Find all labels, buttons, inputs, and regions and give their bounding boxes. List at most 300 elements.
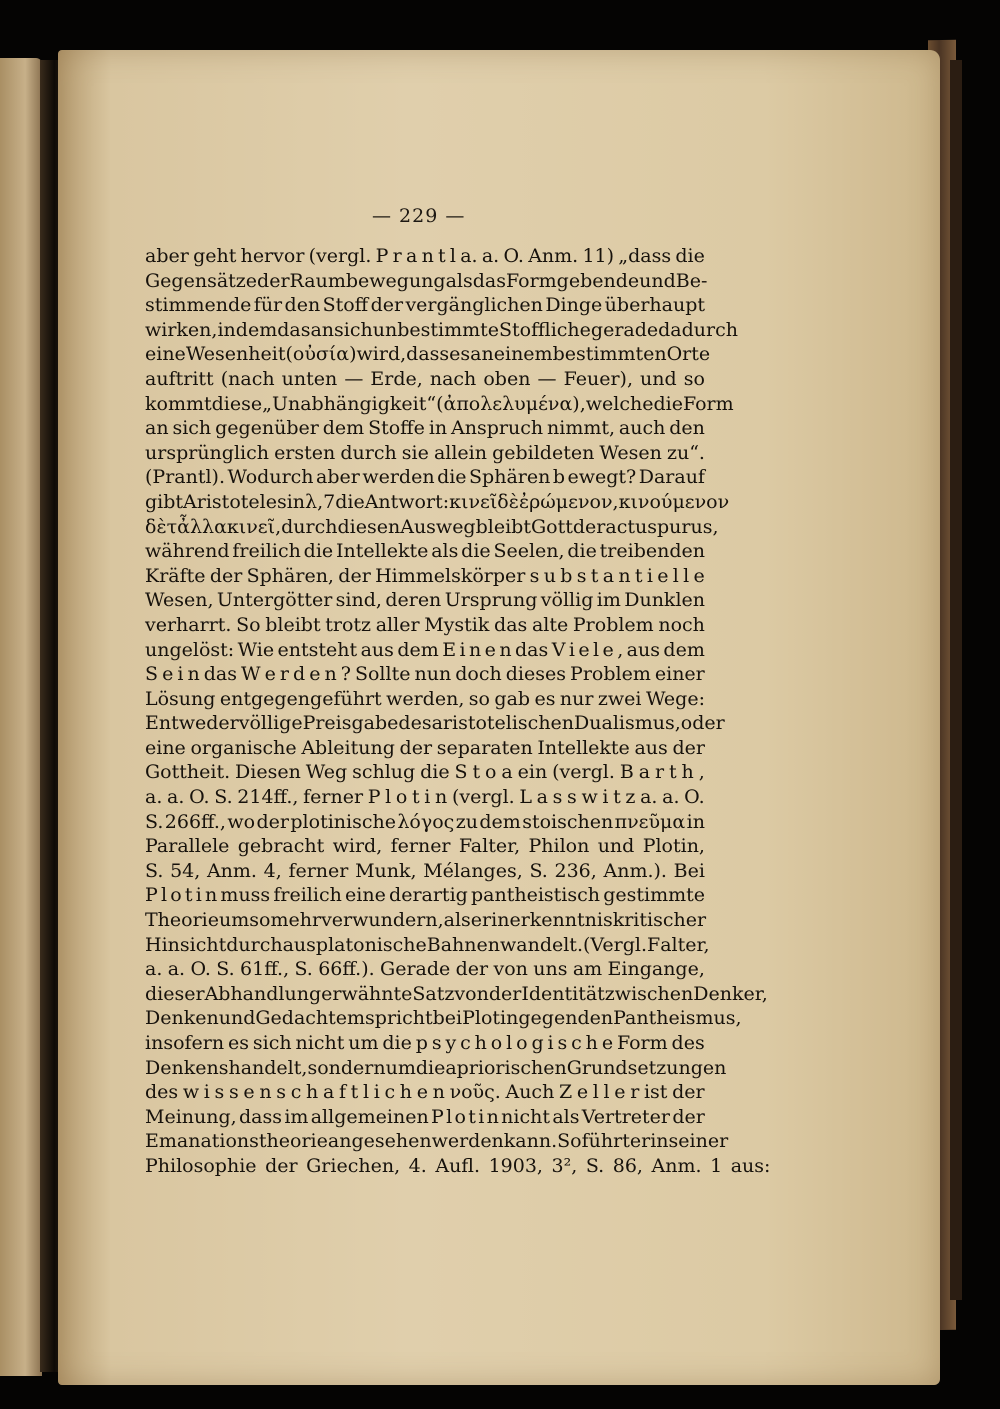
text-line — [145, 736, 705, 761]
word: S. — [294, 958, 313, 981]
word: trotz — [325, 613, 372, 636]
word: 4, — [263, 859, 282, 882]
word: 54, — [170, 859, 201, 882]
word: bleibt — [475, 515, 531, 538]
word: n — [486, 1105, 499, 1128]
word: die — [420, 761, 450, 784]
word: dem — [479, 810, 521, 833]
word: deren — [385, 589, 442, 612]
word: B — [619, 761, 634, 784]
word: Aufl. — [435, 1154, 481, 1177]
word: hervor — [240, 245, 305, 267]
word: Sphären, — [246, 564, 334, 587]
word: Pantheismus, — [613, 1007, 742, 1030]
word: führt — [581, 1130, 630, 1153]
word: einer — [654, 663, 705, 686]
word: wirken, — [145, 318, 218, 341]
word: 4. — [408, 1154, 427, 1177]
word: Meinung, — [145, 1105, 237, 1128]
word: werden — [431, 1130, 504, 1153]
word: e — [578, 638, 590, 661]
word: zu — [455, 810, 478, 833]
word: Falter, — [458, 835, 521, 858]
word: c — [616, 515, 628, 538]
word: Dinge — [545, 294, 603, 317]
word: i — [195, 884, 202, 907]
word: 7 — [323, 490, 336, 513]
word: nimmt, — [547, 417, 616, 440]
word: Preisgabe — [302, 712, 399, 735]
word: Theorie — [145, 909, 219, 932]
word: κινεῖ, — [226, 515, 282, 538]
word: 1903, — [488, 1154, 543, 1177]
word: i — [424, 786, 431, 809]
word: i — [177, 663, 184, 686]
word: n — [618, 564, 631, 587]
word: dem — [322, 417, 365, 440]
word: und — [597, 835, 635, 858]
word: S. — [214, 786, 233, 809]
word: Seelen, — [493, 540, 565, 563]
word: separaten — [436, 736, 533, 759]
text-line — [145, 244, 705, 269]
text-line — [145, 515, 719, 540]
word: 3², — [551, 1154, 578, 1177]
word: Gerade — [380, 958, 451, 981]
text-line — [145, 1105, 705, 1130]
word: u — [543, 564, 556, 587]
word: O. — [189, 786, 210, 809]
word: der — [572, 515, 606, 538]
word: a — [406, 245, 418, 267]
word: das — [472, 269, 506, 292]
word: s, — [702, 515, 719, 538]
word: Dualismus, — [574, 712, 681, 735]
word: τἆλλα — [166, 515, 227, 538]
word: r — [392, 245, 402, 267]
word: e — [309, 663, 321, 686]
word: plotinische — [290, 810, 396, 833]
word: um — [385, 1056, 416, 1079]
word: 61ff., — [240, 958, 290, 981]
word: h — [474, 1032, 487, 1054]
word: gibt — [145, 490, 184, 513]
word: Anm.). — [603, 859, 667, 882]
word: t — [668, 761, 677, 784]
word: , — [617, 638, 624, 661]
word: dieser — [145, 982, 205, 1005]
word: des — [145, 1081, 179, 1104]
word: Intellekte — [335, 540, 429, 563]
word: muss — [220, 884, 271, 907]
word: Ausweg — [400, 515, 476, 538]
word: aus — [626, 638, 660, 661]
word: entsteht — [277, 638, 358, 661]
text-line — [145, 293, 705, 318]
word: stimmende — [145, 294, 252, 317]
word: pantheistisch — [471, 884, 601, 907]
body-text — [145, 244, 771, 1179]
text-line — [145, 416, 705, 441]
word: den — [669, 417, 705, 440]
word: i — [602, 786, 609, 809]
word: Grundsetzungen — [566, 1056, 727, 1079]
word: spricht — [365, 1007, 433, 1030]
word: l — [603, 1081, 610, 1104]
text-line — [145, 367, 705, 392]
word: die — [461, 540, 491, 563]
word: i — [459, 638, 466, 661]
word: t — [634, 564, 643, 587]
word: oben — [483, 367, 531, 390]
word: apriorischen — [445, 1056, 567, 1079]
word: O. — [190, 958, 211, 981]
word: c — [460, 1032, 471, 1054]
word: l — [683, 564, 690, 587]
word: dem — [397, 638, 439, 661]
word: handelt, — [228, 1056, 308, 1079]
word: gebildeten — [492, 441, 595, 464]
word: S. — [145, 810, 164, 833]
text-line — [145, 662, 705, 687]
word: Problem — [572, 613, 654, 636]
word: Diesen — [235, 761, 301, 784]
text-line — [145, 342, 711, 367]
word: an — [310, 318, 335, 341]
word: gegenüber — [215, 417, 319, 440]
word: a. — [145, 786, 163, 809]
word: Wesen — [599, 441, 662, 464]
word: ersten — [274, 441, 336, 464]
word: h — [399, 1081, 413, 1104]
word: e — [685, 933, 697, 956]
word: So — [236, 613, 261, 636]
word: in — [686, 810, 705, 833]
word: Entweder — [145, 712, 239, 735]
word: eine — [145, 343, 186, 366]
word: Feuer), — [563, 367, 633, 390]
word: e — [614, 1081, 626, 1104]
word: „dass — [618, 245, 672, 267]
word: dieses — [505, 663, 566, 686]
word: λ, — [305, 490, 324, 513]
word: die — [415, 1056, 446, 1079]
word: als — [431, 540, 459, 563]
text-line — [145, 908, 705, 933]
word: 66ff.). — [318, 958, 375, 981]
word: verwundern, — [321, 909, 444, 932]
word: h — [681, 761, 694, 784]
word: Raumbewegung — [289, 269, 446, 292]
text-line — [145, 711, 725, 736]
word: Denkens — [145, 1056, 229, 1079]
word: Anspruch — [451, 417, 544, 440]
word: nicht — [501, 1105, 550, 1128]
word: in — [286, 490, 306, 513]
word: Philosophie — [145, 1154, 257, 1177]
word: δὲ — [145, 515, 167, 538]
word: Formgebende — [506, 269, 640, 292]
word: kann. — [503, 1130, 558, 1153]
word: a — [605, 515, 617, 538]
word: L — [519, 786, 532, 809]
word: — — [537, 367, 557, 390]
word: den — [577, 1007, 614, 1030]
word: (vergl. — [451, 786, 515, 809]
word: von — [493, 958, 528, 981]
word: O. — [684, 786, 705, 809]
word: sich — [334, 318, 373, 341]
text-line — [145, 982, 768, 1007]
word: wo — [227, 810, 256, 833]
word: der — [256, 810, 289, 833]
word: der — [488, 982, 522, 1005]
word: aus: — [730, 1154, 771, 1177]
word: Z — [558, 1081, 573, 1104]
word: u — [690, 515, 703, 538]
word: n — [204, 884, 218, 907]
word: a. — [460, 245, 478, 267]
word: insofern — [145, 1032, 225, 1054]
word: r — [630, 1081, 640, 1104]
word: werden — [362, 466, 435, 489]
word: diesen — [337, 515, 401, 538]
word: 11) — [582, 245, 615, 267]
word: s — [529, 564, 540, 587]
word: ein — [517, 761, 548, 784]
word: Himmelskörper — [375, 564, 526, 587]
word: aller — [375, 613, 420, 636]
word: völlig — [540, 589, 594, 612]
word: S. — [145, 859, 164, 882]
word: Vertreter — [581, 1105, 671, 1128]
word: unbestimmte — [372, 318, 500, 341]
word: das — [277, 318, 311, 341]
word: e — [484, 638, 496, 661]
word: c — [571, 1032, 582, 1054]
word: aber — [316, 466, 360, 489]
word: Weg — [305, 761, 348, 784]
word: ferner — [390, 835, 451, 858]
word: t — [468, 1105, 476, 1128]
word: so — [683, 367, 705, 390]
text-line — [145, 785, 705, 810]
text-line — [145, 269, 708, 294]
word: geht — [193, 245, 237, 267]
word: e — [243, 1081, 255, 1104]
word: allgemeinen — [310, 1105, 429, 1128]
word: πνεῦμα — [614, 810, 686, 833]
word: oder — [680, 712, 725, 735]
word: Darauf — [638, 466, 705, 489]
word: durch — [281, 515, 338, 538]
word: Form — [682, 392, 734, 415]
text-line — [145, 588, 705, 613]
word: a — [638, 761, 651, 784]
word: das — [203, 663, 237, 686]
word: ferner — [303, 786, 364, 809]
word: Wege: — [645, 687, 705, 710]
word: t — [590, 564, 599, 587]
text-line — [145, 1080, 705, 1105]
word: s — [276, 1081, 287, 1104]
word: h — [585, 1032, 598, 1054]
word: t — [677, 933, 686, 956]
word: an — [470, 343, 494, 366]
word: κινεῖ — [449, 490, 498, 513]
word: zu“. — [666, 441, 705, 464]
word: (οὐσία) — [285, 343, 357, 366]
word: Denken — [145, 1007, 219, 1030]
word: nur — [559, 687, 594, 710]
word: stoischen — [522, 810, 614, 833]
word: s — [214, 1081, 225, 1104]
word: ist — [643, 1081, 668, 1104]
word: Satz — [412, 982, 455, 1005]
word: t — [412, 786, 420, 809]
word: z — [625, 786, 636, 809]
word: l — [449, 245, 456, 267]
word: er — [470, 909, 492, 932]
word: durchaus — [226, 933, 316, 956]
word: n — [324, 663, 337, 686]
word: a. — [167, 786, 185, 809]
word: Orte — [666, 343, 711, 366]
word: Bahnen — [426, 933, 500, 956]
word: u — [634, 515, 648, 538]
word: das — [515, 638, 549, 661]
word: Auch — [505, 1081, 555, 1104]
word: l — [362, 1081, 370, 1104]
text-line — [145, 1056, 727, 1081]
word: für — [253, 294, 283, 317]
word: es — [228, 1032, 249, 1054]
text-line — [145, 638, 705, 663]
word: Identität — [521, 982, 605, 1005]
word: entgegengeführt — [219, 687, 382, 710]
word: Ursprung — [444, 589, 538, 612]
word: „Unabhängigkeit“ — [262, 392, 437, 415]
word: e — [416, 1081, 428, 1104]
word: a. — [640, 786, 658, 809]
word: freilich — [232, 540, 301, 563]
word: Plotin, — [642, 835, 705, 858]
word: Antwort: — [364, 490, 450, 513]
word: dem — [663, 638, 705, 661]
word: a — [501, 761, 513, 784]
word: wandelt. — [500, 933, 583, 956]
word: an — [145, 417, 169, 440]
word: e — [601, 1032, 614, 1054]
text-line — [145, 1006, 742, 1031]
word: l — [672, 564, 679, 587]
word: Plotin — [462, 1007, 519, 1030]
word: bei — [432, 1007, 463, 1030]
word: i — [373, 1081, 380, 1104]
word: Bei — [673, 859, 705, 882]
word: g — [531, 1032, 544, 1054]
word: kommt — [145, 392, 212, 415]
word: die — [675, 245, 705, 267]
text-line — [145, 539, 705, 564]
text-line — [145, 1031, 705, 1056]
word: um — [219, 909, 250, 932]
word: doch — [455, 663, 502, 686]
word: (vergl. — [552, 761, 615, 784]
word: aus — [634, 736, 668, 759]
word: o — [516, 1032, 528, 1054]
word: f — [338, 1081, 346, 1104]
word: dass — [239, 1105, 283, 1128]
word: o — [485, 761, 497, 784]
word: um — [348, 1032, 379, 1054]
word: ursprünglich — [145, 441, 269, 464]
word: auch — [618, 417, 666, 440]
word: so — [468, 687, 490, 710]
text-line — [145, 883, 705, 908]
word: auftritt — [145, 367, 214, 390]
word: die — [335, 490, 365, 513]
word: s — [431, 1032, 442, 1054]
word: t — [350, 1081, 359, 1104]
word: t — [627, 515, 635, 538]
word: Anm. — [206, 859, 257, 882]
word: s — [647, 515, 657, 538]
word: von — [454, 982, 489, 1005]
word: zwei — [597, 687, 642, 710]
word: als — [445, 269, 473, 292]
word: Gegensätze — [145, 269, 258, 292]
word: treibenden — [599, 540, 705, 563]
word: angesehen — [327, 1130, 432, 1153]
word: n — [432, 1081, 445, 1104]
left-page-edge — [0, 58, 42, 1376]
word: l — [506, 1032, 513, 1054]
word: 266ff., — [164, 810, 226, 833]
word: Dunklen — [624, 589, 705, 612]
text-line — [145, 392, 734, 417]
word: der — [399, 736, 433, 759]
word: — — [344, 367, 364, 390]
text-line — [145, 810, 705, 835]
word: während — [145, 540, 230, 563]
word: Eingange, — [607, 958, 705, 981]
page-number: — 229 — — [372, 205, 466, 227]
word: schlug — [352, 761, 416, 784]
word: einem — [493, 343, 553, 366]
word: t — [613, 786, 621, 809]
word: erkenntniskritischer — [509, 909, 707, 932]
word: alte — [531, 613, 569, 636]
word: im — [284, 1105, 309, 1128]
word: c — [290, 1081, 302, 1104]
word: uns — [533, 958, 568, 981]
word: diese — [211, 392, 263, 415]
word: n — [421, 245, 434, 267]
word: aber — [145, 245, 189, 267]
word: die — [653, 392, 683, 415]
word: e — [264, 663, 276, 686]
word: die — [303, 540, 334, 563]
word: s — [557, 1032, 568, 1054]
word: Lösung — [145, 687, 216, 710]
word: verharrt. — [145, 613, 232, 636]
word: zwischen — [604, 982, 694, 1005]
word: überhaupt — [604, 294, 705, 317]
word: der — [672, 736, 705, 759]
word: Erde, — [370, 367, 423, 390]
word: Form — [616, 1032, 668, 1054]
